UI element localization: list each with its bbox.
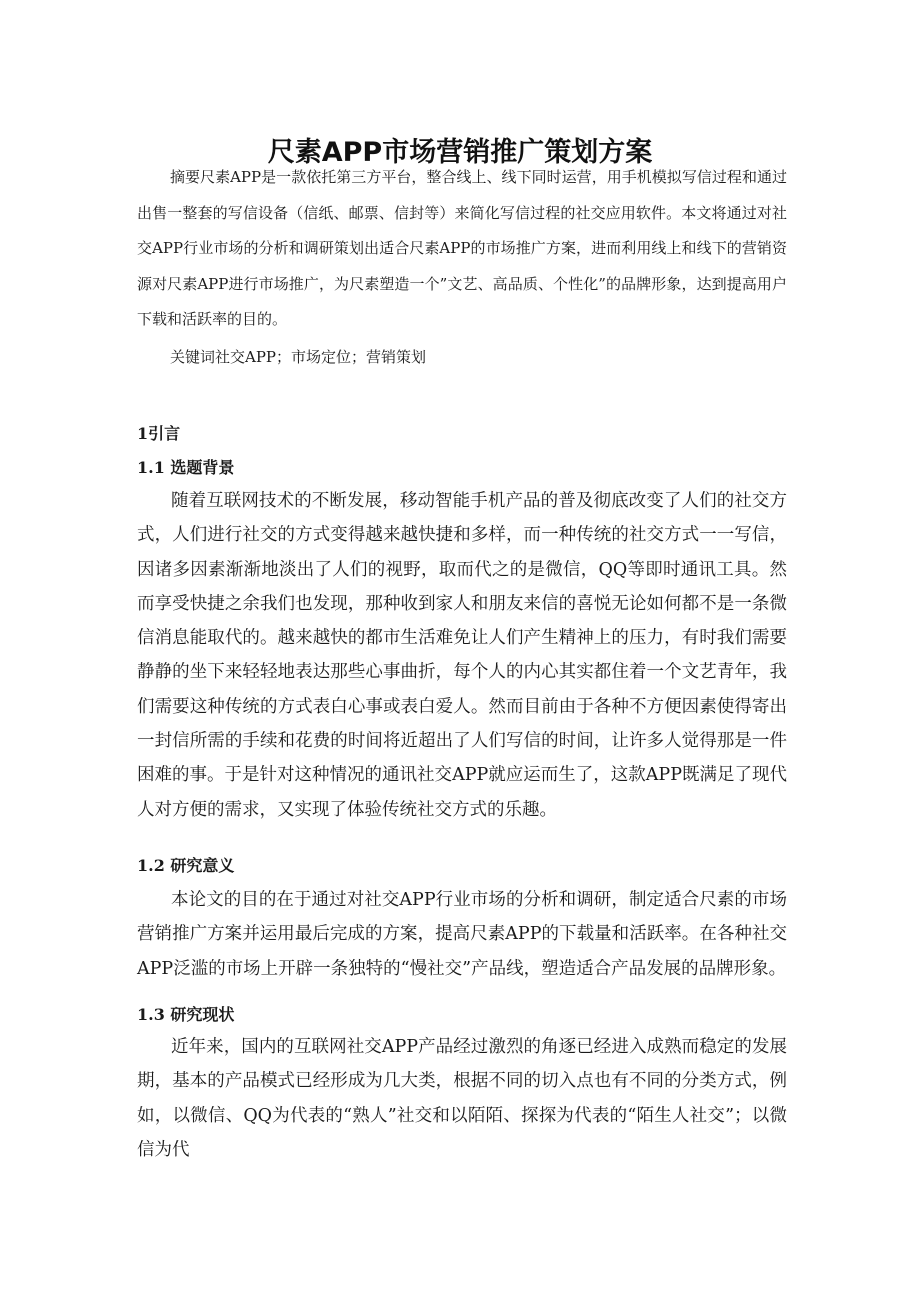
abstract-paragraph: 摘要尺素APP是一款依托第三方平台，整合线上、线下同时运营，用手机模拟写信过程和通过出售一整套的写信设备（信纸、邮票、信封等）来简化写信过程的社交应用软件。本文将通过对社交APP行业市场的分析和调研策划出适合尺素APP的市场推广方案，进而利用线上和线下的营销资源对尺素APP进行市场推广，为尺素塑造一个”文艺、高品质、个性化”的品牌形象，达到提高用户下载和活跃率的目的。 [137,168,787,328]
document-title: 尺素APP市场营销推广策划方案 [267,137,653,169]
section-1-2-paragraph: 本论文的目的在于通过对社交APP行业市场的分析和调研，制定适合尺素的市场营销推广方案并运用最后完成的方案，提高尺素APP的下载量和活跃率。在各种社交APP泛滥的市场上开辟一条独特的“慢社交”产品线，塑造适合产品发展的品牌形象。 [137,890,787,979]
section-1-1-paragraph: 随着互联网技术的不断发展，移动智能手机产品的普及彻底改变了人们的社交方式，人们进行社交的方式变得越来越快捷和多样，而一种传统的社交方式一一写信，因诸多因素渐渐地淡出了人们的视野，取而代之的是微信，QQ等即时通讯工具。然而享受快捷之余我们也发现，那种收到家人和朋友来信的喜悦无论如何都不是一条微信消息能取代的。越来越快的都市生活难免让人们产生精神上的压力，有时我们需要静静的坐下来轻轻地表达那些心事曲折，每个人的内心其实都住着一个文艺青年，我们需要这种传统的方式表白心事或表白爱人。然而目前由于各种不方便因素使得寄出一封信所需的手续和花费的时间将近超出了人们写信的时间，让许多人觉得那是一件困难的事。于是针对这种情况的通讯社交APP就应运而生了，这款APP既满足了现代人对方便的需求，又实现了体验传统社交方式的乐趣。 [137,491,787,820]
section-heading-1-2: 1.2 研究意义 [137,856,235,875]
section-heading-1-3: 1.3 研究现状 [137,1005,235,1024]
section-heading-intro: 1引言 [137,424,181,443]
keywords-line: 关键词社交APP；市场定位；营销策划 [170,348,427,366]
section-heading-1-1: 1.1 选题背景 [137,458,235,477]
section-1-3-paragraph: 近年来，国内的互联网社交APP产品经过激烈的角逐已经进入成熟而稳定的发展期，基本的产品模式已经形成为几大类，根据不同的切入点也有不同的分类方式，例如，以微信、QQ为代表的“熟人”社交和以陌陌、探探为代表的“陌生人社交”；以微信为代 [137,1037,787,1160]
